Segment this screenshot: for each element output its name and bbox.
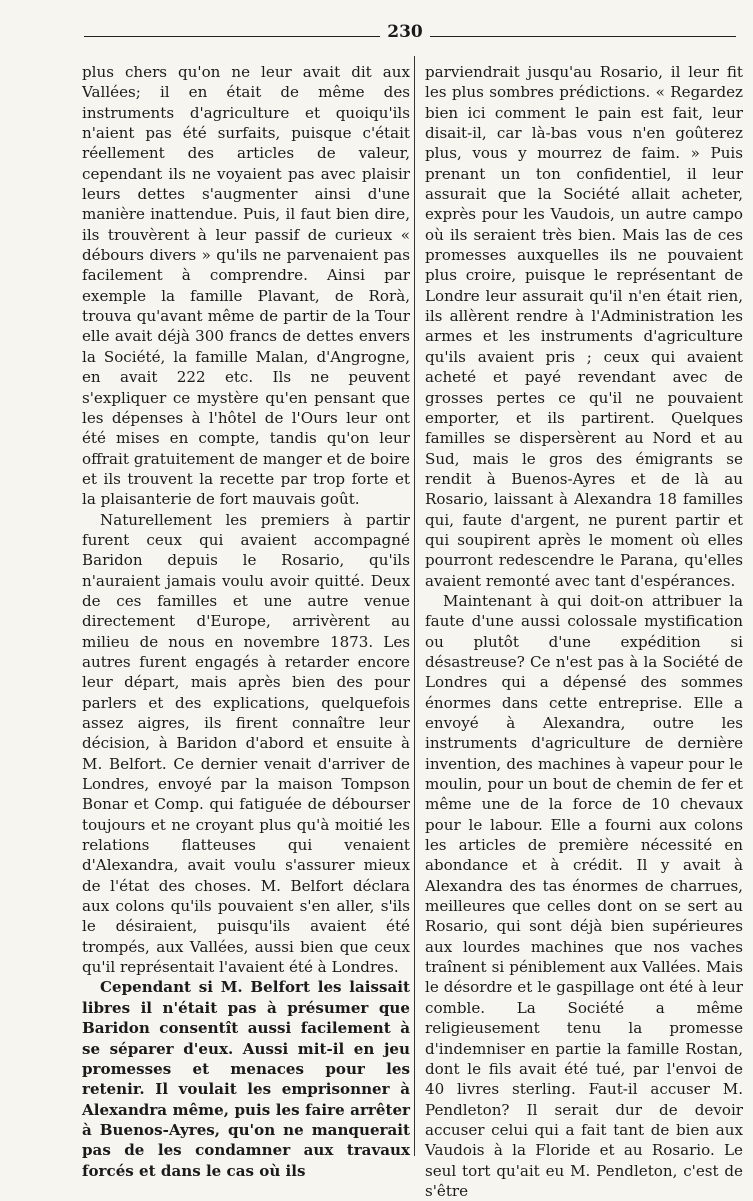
- paragraph: Maintenant à qui doit-on attribuer la faute d'une aussi colossale mystification ou plutôt d'une expédition si désastreuse? Ce n'est pas à la Société de Londres qui a dépensé des sommes énormes dans cette entreprise. Elle a envoyé à Alexandra, outre les instruments d'agriculture de dernière invention, des machines à vapeur pour le moulin, pour un bout de chemin de fer et même une de la force de 10 chevaux pour le labour. Elle a fourni aux colons les articles de première nécessité en abondance et à crédit. Il y avait à Alexandra des tas énormes de charrues, meilleures que celles dont on se sert au Rosario, qui sont déjà bien supérieures aux lourdes machines que nos vaches traînent si péniblement aux Vallées. Mais le désordre et le gaspillage ont été à leur comble. La Société a même religieusement tenu la promesse d'indemniser en partie la famille Rostan, dont le fils avait été tué, par l'envoi de 40 livres sterling. Faut-il accuser M. Pendleton? Il serait dur de devoir accuser celui qui a fait tant de bien aux Vaudois à la Floride et au Rosario. Le seul tort qu'ait eu M. Pendleton, c'est de s'être: [425, 591, 743, 1200]
- header-rule-right: [430, 36, 736, 37]
- page-header: [84, 22, 736, 46]
- left-column: [82, 62, 410, 1181]
- header-rule-left: [84, 36, 380, 37]
- paragraph: Cependant si M. Belfort les laissait libres il n'était pas à présumer que Baridon consentît aussi facilement à se séparer d'eux. Aussi mit-il en jeu promesses et menaces pour les retenir. Il voulait les emprisonner à Alexandra même, puis les faire arrêter à Buenos-Ayres, qu'on ne manquerait pas de les condamner aux travaux forcés et dans le cas où ils: [82, 978, 410, 1180]
- column-divider: [414, 56, 415, 1156]
- right-column: [425, 62, 743, 1201]
- paragraph: Naturellement les premiers à partir furent ceux qui avaient accompagné Baridon depuis le Rosario, qu'ils n'auraient jamais voulu avoir quitté. Deux de ces familles et une autre venue directement d'Europe, arrivèrent au milieu de nous en novembre 1873. Les autres furent engagés à retarder encore leur départ, mais après bien des pour parlers et des explications, quelquefois assez aigres, ils firent connaître leur décision, à Baridon d'abord et ensuite à M. Belfort. Ce dernier venait d'arriver de Londres, envoyé par la maison Tompson Bonar et Comp. qui fatiguée de débourser toujours et ne croyant plus qu'à moitié les relations flatteuses qui venaient d'Alexandra, avait voulu s'assurer mieux de l'état des choses. M. Belfort déclara aux colons qu'ils pouvaient s'en aller, s'ils le désiraient, puisqu'ils avaient été trompés, aux Vallées, aussi bien que ceux qu'il représentait l'avaient été à Londres.: [82, 510, 410, 977]
- paragraph: plus chers qu'on ne leur avait dit aux Vallées; il en était de même des instruments d'agriculture et quoiqu'ils n'aient pas été surfaits, puisque c'était réellement des articles de valeur, cependant ils ne voyaient pas avec plaisir leurs dettes s'augmenter ainsi d'une manière inattendue. Puis, il faut bien dire, ils trouvèrent à leur passif de curieux « débours divers » qu'ils ne parvenaient pas facilement à comprendre. Ainsi par exemple la famille Plavant, de Rorà, trouva qu'avant même de partir de la Tour elle avait déjà 300 francs de dettes envers la Société, la famille Malan, d'Angrogne, en avait 222 etc. Ils ne peuvent s'expliquer ce mystère qu'en pensant que les dépenses à l'hôtel de l'Ours leur ont été mises en compte, tandis qu'on leur offrait gratuitement de manger et de boire et ils trouvent la recette par trop forte et la plaisanterie de fort mauvais goût.: [82, 63, 410, 509]
- paragraph: parviendrait jusqu'au Rosario, il leur fit les plus sombres prédictions. « Regardez bien ici comment le pain est fait, leur disait-il, car là-bas vous n'en goûterez plus, vous y mourrez de faim. » Puis prenant un ton confidentiel, il leur assurait que la Société allait acheter, exprès pour les Vaudois, un autre campo où ils seraient très bien. Mais las de ces promesses auxquelles ils ne pouvaient plus croire, puisque le représentant de Londre leur assurait qu'il n'en était rien, ils allèrent rendre à l'Administration les armes et les instruments d'agriculture qu'ils avaient pris ; ceux qui avaient acheté et payé revendant avec de grosses pertes ce qu'il ne pouvaient emporter, et ils partirent. Quelques familles se dispersèrent au Nord et au Sud, mais le gros des émigrants se rendit à Buenos-Ayres et de là au Rosario, laissant à Alexandra 18 familles qui, faute d'argent, ne purent partir et qui soupirent après le moment où elles pourront redescendre le Parana, qu'elles avaient remonté avec tant d'espérances.: [425, 63, 743, 590]
- page-number: 230: [387, 22, 423, 42]
